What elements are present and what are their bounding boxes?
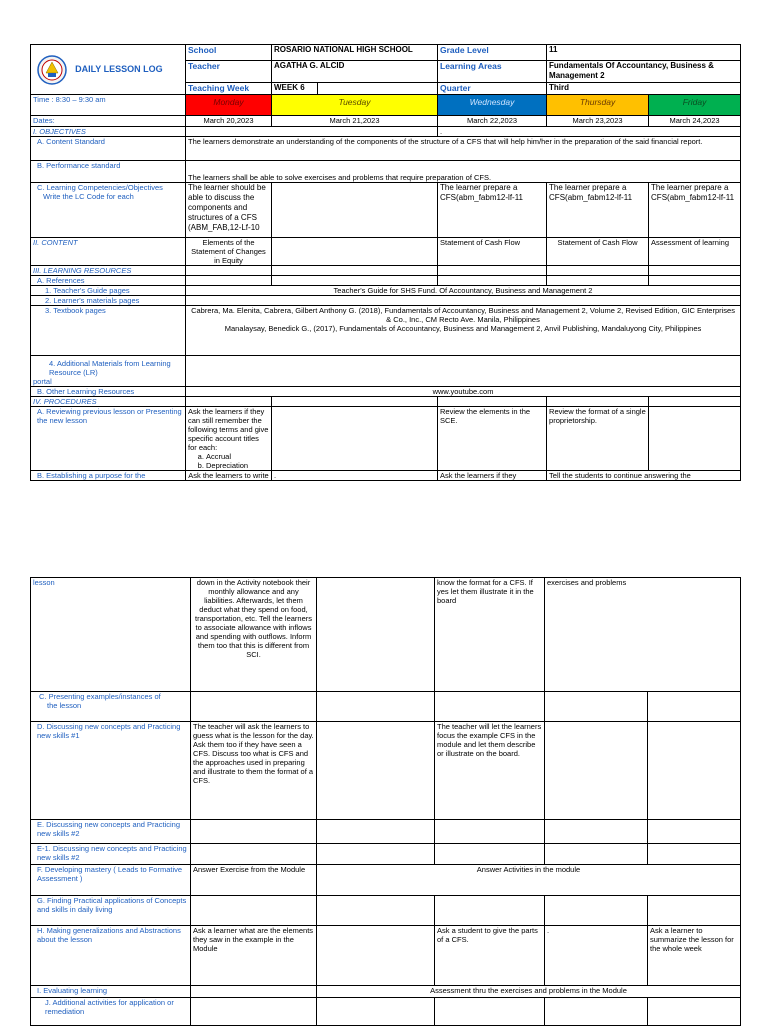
empty-cell	[186, 276, 272, 286]
competencies-label: C. Learning Competencies/Objectives	[37, 183, 163, 192]
procedure-b-monday: Ask the learners to write	[186, 471, 272, 481]
empty-cell	[648, 722, 741, 820]
procedure-c-label: C. Presenting examples/instances of	[39, 692, 161, 701]
empty-cell	[317, 578, 435, 692]
grade-level-value: 11	[547, 45, 741, 61]
procedure-d-row	[31, 722, 741, 820]
resources-heading: III. LEARNING RESOURCES	[31, 266, 186, 276]
procedure-a-thursday: Review the format of a single proprietorship.	[547, 407, 649, 471]
empty-cell	[186, 266, 272, 276]
procedure-h-friday: Ask a learner to summarize the lesson for the whole week	[648, 926, 741, 986]
empty-cell	[186, 296, 741, 306]
procedure-e1-label: E-1. Discussing new concepts and Practicing new skills #2	[31, 844, 191, 865]
empty-cell	[318, 83, 438, 95]
teacher-value: AGATHA G. ALCID	[272, 61, 438, 83]
empty-cell	[272, 238, 438, 266]
empty-cell	[191, 896, 317, 926]
procedure-d-wednesday: The teacher will let the learners focus the example CFS in the module and let them describe or illustrate on the board.	[435, 722, 545, 820]
procedure-b-thursday-continued: exercises and problems	[545, 578, 741, 692]
deped-seal-icon	[37, 55, 67, 85]
other-resources-row	[31, 387, 741, 397]
textbook-reference-1: Cabrera, Ma. Elenita, Cabrera, Gilbert Anthony G. (2018), Fundamentals of Accountancy, Business and Management 2, Volume 2, Revised Edition, GIC Enterprises & Co., Inc., CM Recto Ave. Manila, Philippines	[191, 306, 735, 324]
competencies-row	[31, 183, 741, 238]
document-title: DAILY LESSON LOG	[75, 64, 163, 74]
procedure-d-monday: The teacher will ask the learners to guess what is the lesson for the day. Ask them too if they have seen a CFS. Discuss too what is CFS and the approaches used in preparing and illustrate to them the format of a CFS.	[191, 722, 317, 820]
objectives-heading: I. OBJECTIVES	[31, 127, 186, 137]
procedure-f-row	[31, 865, 741, 896]
procedure-a-monday	[186, 407, 272, 471]
empty-cell	[317, 722, 435, 820]
empty-cell	[186, 356, 741, 387]
learning-areas-label: Learning Areas	[438, 61, 547, 83]
empty-cell	[317, 896, 435, 926]
performance-standard-value: The learners shall be able to solve exercises and problems that require preparation of CFS.	[186, 161, 741, 183]
empty-cell	[648, 820, 741, 844]
procedure-h-thursday: .	[545, 926, 648, 986]
quarter-value: Third	[547, 83, 741, 95]
competency-wednesday: The learner prepare a CFS(abm_fabm12-lf-11	[438, 183, 547, 238]
procedure-i-label: I. Evaluating learning	[31, 986, 191, 998]
content-standard-value: The learners demonstrate an understanding of the components of the structure of a CFS that will help him/her in the preparation of the said financial report.	[186, 137, 741, 161]
empty-cell	[438, 276, 547, 286]
procedure-b-wednesday-continued: know the format for a CFS. If yes let them illustrate it in the board	[435, 578, 545, 692]
date-wednesday: March 22,2023	[438, 116, 547, 127]
objectives-heading-row	[31, 127, 741, 137]
day-friday: Friday	[649, 95, 741, 116]
empty-cell	[649, 266, 741, 276]
school-label: School	[186, 45, 272, 61]
learners-materials-label: 2. Learner's materials pages	[31, 296, 186, 306]
empty-cell	[272, 183, 438, 238]
procedures-heading: IV. PROCEDURES	[31, 397, 186, 407]
empty-cell	[547, 276, 649, 286]
procedure-f-rest: Answer Activities in the module	[317, 865, 741, 896]
empty-cell	[191, 820, 317, 844]
procedure-a-row	[31, 407, 741, 471]
content-heading: II. CONTENT	[31, 238, 186, 266]
procedure-b-tuesday: .	[272, 471, 438, 481]
quarter-label: Quarter	[438, 83, 547, 95]
teachers-guide-value: Teacher's Guide for SHS Fund. Of Accountancy, Business and Management 2	[186, 286, 741, 296]
header-row-school	[31, 45, 741, 61]
list-item: b. Depreciation	[206, 461, 269, 470]
content-standard-label: A. Content Standard	[31, 137, 186, 161]
procedure-i-rest: Assessment thru the exercises and problems in the Module	[317, 986, 741, 998]
procedure-b-continued-row	[31, 578, 741, 692]
dates-label: Dates:	[31, 116, 186, 127]
performance-standard-row	[31, 161, 741, 183]
textbook-reference-2: Manalaysay, Benedick G., (2017), Fundamentals of Accountancy, Business and Management 2, Anvil Publishing, Mandaluyong City, Philippines	[224, 324, 702, 333]
empty-cell	[648, 998, 741, 1026]
dates-row	[31, 116, 741, 127]
page-two	[30, 577, 740, 1026]
procedure-g-row	[31, 896, 741, 926]
procedure-d-label: D. Discussing new concepts and Practicing new skills #1	[31, 722, 191, 820]
empty-cell	[317, 844, 435, 865]
procedure-h-row	[31, 926, 741, 986]
content-wednesday: Statement of Cash Flow	[438, 238, 547, 266]
empty-cell	[317, 820, 435, 844]
empty-cell	[438, 397, 547, 407]
objectives-dot: .	[438, 127, 741, 137]
textbook-value-cell	[186, 306, 741, 356]
empty-cell	[435, 844, 545, 865]
empty-cell	[186, 127, 438, 137]
date-monday: March 20,2023	[186, 116, 272, 127]
empty-cell	[191, 692, 317, 722]
additional-materials-label: 4. Additional Materials from Learning Resource (LR)	[49, 359, 171, 377]
references-row	[31, 276, 741, 286]
teaching-week-label: Teaching Week	[186, 83, 272, 95]
day-thursday: Thursday	[547, 95, 649, 116]
empty-cell	[545, 722, 648, 820]
performance-standard-label: B. Performance standard	[31, 161, 186, 183]
procedure-c-label-2: the lesson	[47, 701, 82, 710]
teaching-week-value: WEEK 6	[272, 83, 318, 95]
learning-areas-value: Fundamentals Of Accountancy, Business & Management 2	[547, 61, 741, 83]
empty-cell	[191, 844, 317, 865]
empty-cell	[438, 266, 547, 276]
empty-cell	[547, 397, 649, 407]
procedure-e-row	[31, 820, 741, 844]
empty-cell	[545, 820, 648, 844]
procedure-b-label: B. Establishing a purpose for the	[31, 471, 186, 481]
empty-cell	[649, 407, 741, 471]
procedures-heading-row	[31, 397, 741, 407]
competency-friday: The learner prepare a CFS(abm_fabm12-lf-11	[649, 183, 741, 238]
procedure-g-label: G. Finding Practical applications of Concepts and skills in daily living	[31, 896, 191, 926]
learners-materials-row	[31, 296, 741, 306]
empty-cell	[648, 692, 741, 722]
competencies-label-cell	[31, 183, 186, 238]
empty-cell	[191, 986, 317, 998]
day-monday: Monday	[186, 95, 272, 116]
procedure-a-monday-text: Ask the learners if they can still remember the following terms and give specific account titles for each:	[188, 407, 269, 452]
procedure-a-label: A. Reviewing previous lesson or Presenting the new lesson	[31, 407, 186, 471]
content-monday: Elements of the Statement of Changes in Equity	[186, 238, 272, 266]
content-standard-row	[31, 137, 741, 161]
procedure-h-monday: Ask a learner what are the elements they saw in the example in the Module	[191, 926, 317, 986]
empty-cell	[317, 692, 435, 722]
empty-cell	[272, 397, 438, 407]
additional-materials-label-cell	[31, 356, 186, 387]
procedure-c-row	[31, 692, 741, 722]
procedure-b-monday-continued: down in the Activity notebook their monthly allowance and any liabilities. Afterwards, let them deduct what they spend on food, transportation, etc. Tell the learners to associate allowance with inflows and spending with outflows. Inform them too that this is different from SCI.	[191, 578, 317, 692]
additional-materials-row	[31, 356, 741, 387]
procedure-e-label: E. Discussing new concepts and Practicing new skills #2	[31, 820, 191, 844]
school-value: ROSARIO NATIONAL HIGH SCHOOL	[272, 45, 438, 61]
competencies-sublabel: Write the LC Code for each	[43, 192, 134, 201]
empty-cell	[272, 407, 438, 471]
procedure-h-label: H. Making generalizations and Abstractions about the lesson	[31, 926, 191, 986]
empty-cell	[435, 998, 545, 1026]
day-tuesday: Tuesday	[272, 95, 438, 116]
content-friday: Assessment of learning	[649, 238, 741, 266]
empty-cell	[435, 896, 545, 926]
teachers-guide-row	[31, 286, 741, 296]
textbook-row	[31, 306, 741, 356]
empty-cell	[649, 276, 741, 286]
empty-cell	[648, 844, 741, 865]
list-item: a. Accrual	[206, 452, 269, 461]
empty-cell	[186, 397, 272, 407]
empty-cell	[435, 692, 545, 722]
empty-cell	[545, 896, 648, 926]
procedure-j-label: J. Additional activities for application or remediation	[31, 998, 191, 1026]
empty-cell	[648, 896, 741, 926]
textbook-label: 3. Textbook pages	[31, 306, 186, 356]
account-terms-list	[188, 452, 269, 470]
empty-cell	[547, 266, 649, 276]
empty-cell	[317, 926, 435, 986]
procedure-a-wednesday: Review the elements in the SCE.	[438, 407, 547, 471]
empty-cell	[545, 844, 648, 865]
procedure-e1-row	[31, 844, 741, 865]
daily-lesson-log-table-continued	[30, 577, 741, 1026]
additional-materials-label-portal: portal	[33, 377, 52, 386]
procedure-f-label: F. Developing mastery ( Leads to Formative Assessment )	[31, 865, 191, 896]
procedure-i-row	[31, 986, 741, 998]
procedure-f-monday: Answer Exercise from the Module	[191, 865, 317, 896]
grade-level-label: Grade Level	[438, 45, 547, 61]
procedure-b-wednesday: Ask the learners if they	[438, 471, 547, 481]
empty-cell	[435, 820, 545, 844]
resources-heading-row	[31, 266, 741, 276]
references-label: A. References	[31, 276, 186, 286]
competency-thursday: The learner prepare a CFS(abm_fabm12-lf-11	[547, 183, 649, 238]
procedure-c-label-cell	[31, 692, 191, 722]
empty-cell	[272, 276, 438, 286]
date-tuesday: March 21,2023	[272, 116, 438, 127]
daily-lesson-log-table	[30, 44, 741, 481]
procedure-h-wednesday: Ask a student to give the parts of a CFS.	[435, 926, 545, 986]
procedure-j-row	[31, 998, 741, 1026]
empty-cell	[545, 998, 648, 1026]
days-row	[31, 95, 741, 116]
teachers-guide-label: 1. Teacher's Guide pages	[31, 286, 186, 296]
empty-cell	[191, 998, 317, 1026]
day-wednesday: Wednesday	[438, 95, 547, 116]
header-logo-cell	[31, 45, 186, 95]
empty-cell	[649, 397, 741, 407]
content-row	[31, 238, 741, 266]
empty-cell	[317, 998, 435, 1026]
time-label: Time : 8:30 – 9:30 am	[31, 95, 186, 116]
procedure-b-thursday: Tell the students to continue answering the	[547, 471, 741, 481]
content-thursday: Statement of Cash Flow	[547, 238, 649, 266]
other-resources-label: B. Other Learning Resources	[31, 387, 186, 397]
teacher-label: Teacher	[186, 61, 272, 83]
competency-monday: The learner should be able to discuss the components and structures of a CFS (ABM_FAB,12-Lf-10	[186, 183, 272, 238]
procedure-b-row	[31, 471, 741, 481]
date-thursday: March 23,2023	[547, 116, 649, 127]
page-one	[30, 44, 740, 481]
empty-cell	[545, 692, 648, 722]
other-resources-value: www.youtube.com	[186, 387, 741, 397]
date-friday: March 24,2023	[649, 116, 741, 127]
empty-cell	[272, 266, 438, 276]
procedure-b-label-continued: lesson	[31, 578, 191, 692]
